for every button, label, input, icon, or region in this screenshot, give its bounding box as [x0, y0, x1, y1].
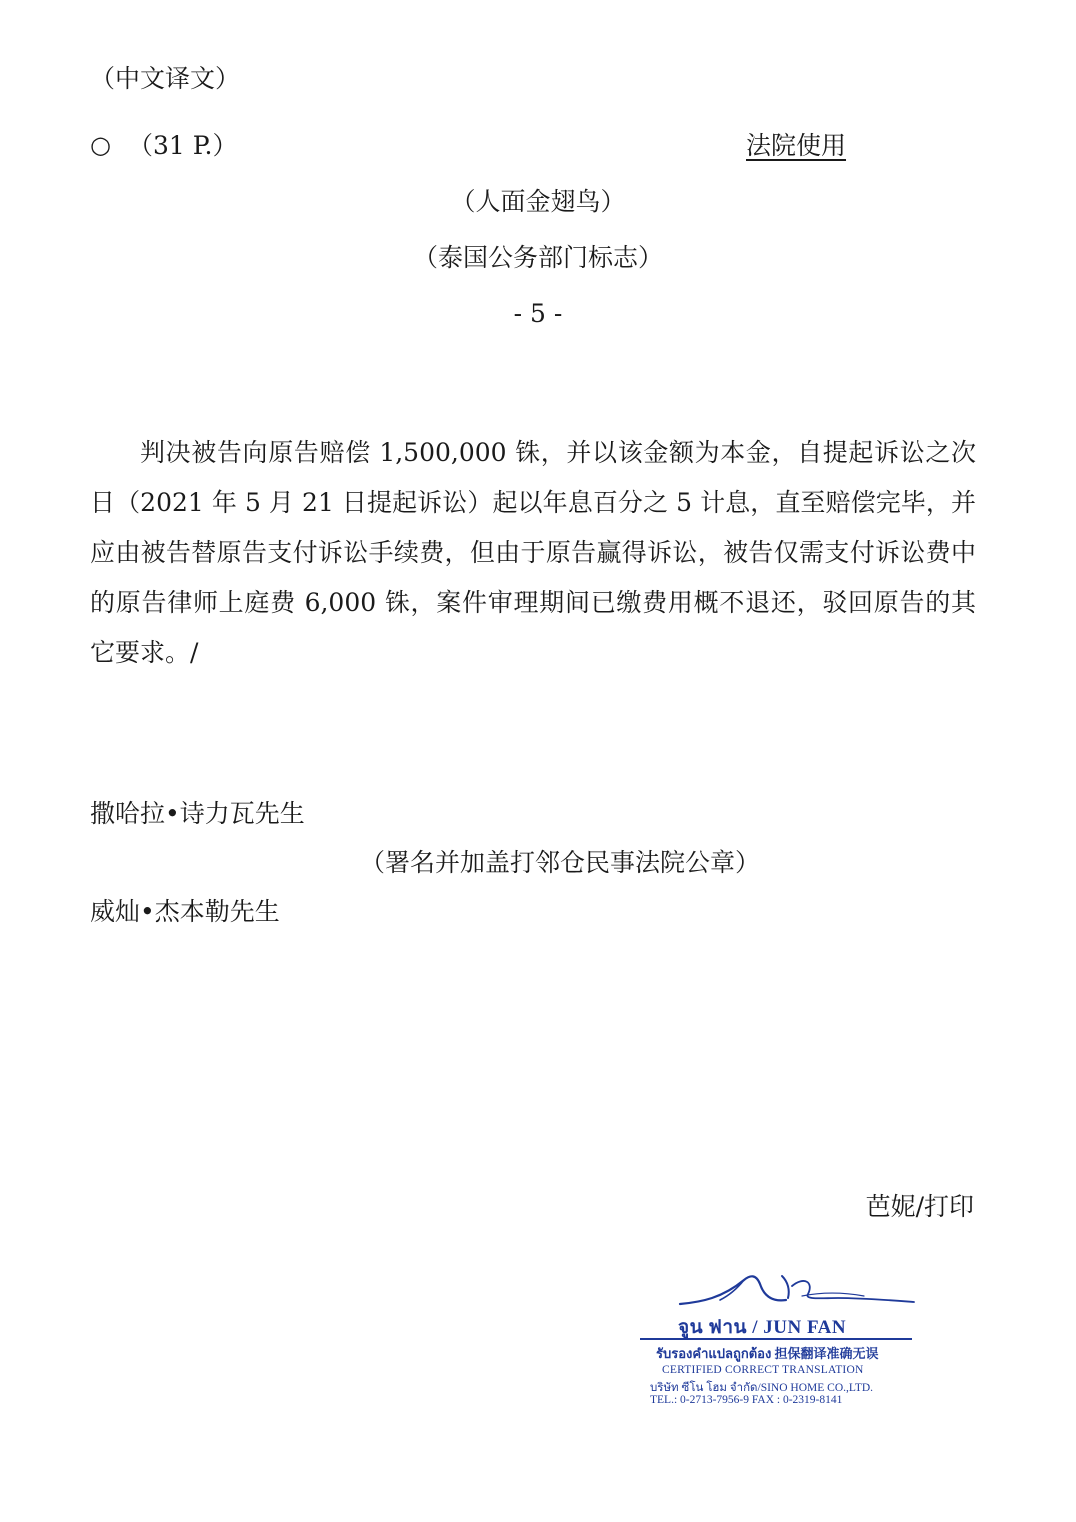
circle-mark: ○: [90, 131, 111, 159]
translation-certification-stamp: [632, 1262, 922, 1412]
judge-name-1: 撒哈拉•诗力瓦先生: [90, 799, 305, 828]
typist-note: 芭妮/打印: [865, 1192, 974, 1221]
judge-name-2: 威灿•杰本勒先生: [90, 897, 280, 926]
seal-note: （署名并加盖打邻仓民事法院公章）: [360, 848, 761, 877]
stamp-certified-english: CERTIFIED CORRECT TRANSLATION: [662, 1364, 864, 1376]
stamp-company: บริษัท ซีโน โฮม จำกัด/SINO HOME CO.,LTD.: [650, 1382, 874, 1394]
page-number: - 5 -: [513, 299, 563, 328]
stamp-divider: [640, 1338, 912, 1340]
court-use-label: 法院使用: [746, 131, 847, 160]
stamp-phone: TEL.: 0-2713-7956-9 FAX : 0-2319-8141: [650, 1394, 843, 1406]
translation-note: （中文译文）: [90, 64, 241, 93]
emblem-note: （泰国公务部门标志）: [412, 243, 663, 272]
stamp-certify-line: รับรองคำแปลถูกต้อง 担保翻译准确无误: [656, 1346, 879, 1361]
page-reference: （31 P.）: [128, 131, 238, 160]
emblem-description: （人面金翅鸟）: [450, 187, 626, 216]
stamp-translator-name: จูน ฟาน / JUN FAN: [678, 1317, 847, 1338]
judgment-paragraph: 判决被告向原告赔偿 1,500,000 铢，并以该金额为本金，自提起诉讼之次日（2021 年 5 月 21 日提起诉讼）起以年息百分之 5 计息，直至赔偿完毕，并应由被告替原告支付诉讼手续费，但由于原告赢得诉讼，被告仅需支付诉讼费中的原告律师上庭费 6,000 铢，案件审理期间已缴费用概不退还，驳回原告的其它要求。/: [90, 438, 976, 667]
